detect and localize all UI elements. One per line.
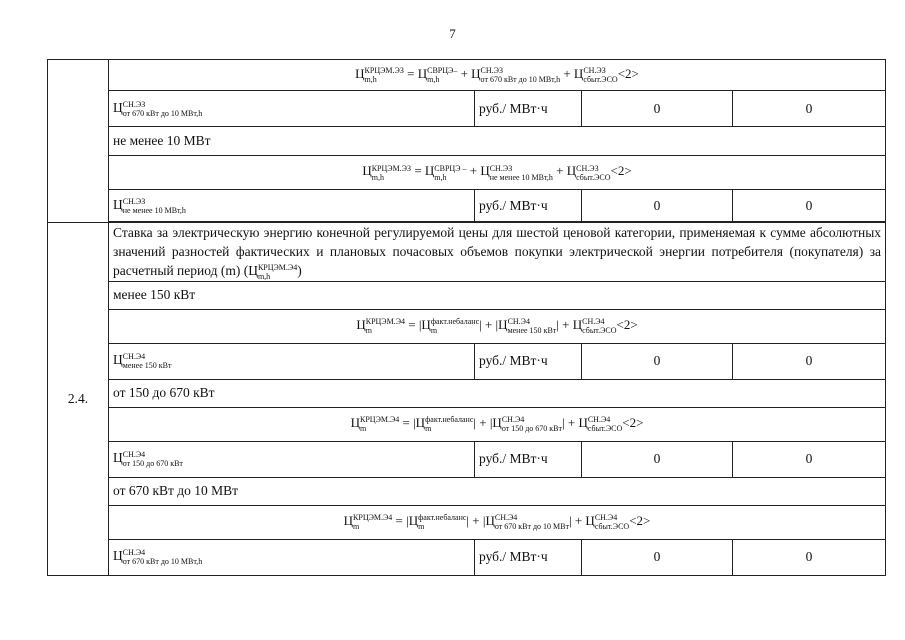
- tariff-variable: Ц СН.Э4 менее 150 кВт: [109, 343, 475, 379]
- formula: Ц КРЦЭМ.Э4 m = |Ц факт.небаланс m | + |Ц СН.Э4 от 670 кВт до 10 МВт | + Ц СН.Э4 сбыт.ЭСО <2>: [109, 505, 886, 539]
- tariff-row: [48, 91, 886, 127]
- formula-row: [48, 60, 886, 91]
- group-label: от 670 кВт до 10 МВт: [109, 477, 886, 505]
- value-cell: 0: [582, 190, 733, 222]
- formula: Ц КРЦЭМ.ЭЗ m,h = Ц СВРЦЭ – m,h + Ц СН.ЭЗ не менее 10 МВт,h + Ц СН.ЭЗ сбыт.ЭСО <2>: [109, 156, 886, 190]
- formula: Ц КРЦЭМ.ЭЗ m,h = Ц СВРЦЭ– m,h + Ц СН.ЭЗ от 670 кВт до 10 МВт,h + Ц СН.ЭЗ сбыт.ЭСО <2>: [109, 60, 886, 91]
- tariff-variable: Ц СН.Э4 от 670 кВт до 10 МВт,h: [109, 539, 475, 575]
- section-title: Ставка за электрическую энергию конечной регулируемой цены для шестой ценовой категории, применяемая к сумме абсолютных значений разностей фактических и плановых почасовых объемов покупки электрической энергии потребителя (покупателя) за расчетный период (m) (Ц КРЦЭМ.Э4 m,h ): [109, 223, 886, 282]
- tariff-variable: Ц СН.ЭЗ от 670 кВт до 10 МВт,h: [109, 91, 475, 127]
- group-row: [48, 477, 886, 505]
- group-label: менее 150 кВт: [109, 281, 886, 309]
- tariff-variable: Ц СН.Э4 от 150 до 670 кВт: [109, 441, 475, 477]
- group-row: [48, 281, 886, 309]
- row-number-cell: [48, 60, 109, 223]
- unit-cell: руб./ МВт·ч: [475, 91, 582, 127]
- tariff-table: [47, 59, 886, 576]
- unit-cell: руб./ МВт·ч: [475, 539, 582, 575]
- value-cell: 0: [733, 343, 886, 379]
- unit-cell: руб./ МВт·ч: [475, 441, 582, 477]
- formula-row: [48, 407, 886, 441]
- group-row: [48, 379, 886, 407]
- group-label: не менее 10 МВт: [109, 127, 886, 156]
- formula: Ц КРЦЭМ.Э4 m = |Ц факт.небаланс m | + |Ц СН.Э4 менее 150 кВт | + Ц СН.Э4 сбыт.ЭСО <2>: [109, 309, 886, 343]
- tariff-row: [48, 343, 886, 379]
- value-cell: 0: [733, 441, 886, 477]
- page-number: 7: [449, 26, 456, 41]
- tariff-row: [48, 190, 886, 222]
- value-cell: 0: [582, 539, 733, 575]
- formula-row: [48, 309, 886, 343]
- formula-row: [48, 505, 886, 539]
- group-row: [48, 127, 886, 156]
- tariff-row: [48, 539, 886, 575]
- value-cell: 0: [733, 539, 886, 575]
- formula-row: [48, 156, 886, 190]
- value-cell: 0: [582, 441, 733, 477]
- value-cell: 0: [733, 190, 886, 222]
- value-cell: 0: [582, 343, 733, 379]
- unit-cell: руб./ МВт·ч: [475, 190, 582, 222]
- group-label: от 150 до 670 кВт: [109, 379, 886, 407]
- value-cell: 0: [733, 91, 886, 127]
- formula: Ц КРЦЭМ.Э4 m = |Ц факт.небаланс m | + |Ц СН.Э4 от 150 до 670 кВт | + Ц СН.Э4 сбыт.ЭСО <2>: [109, 407, 886, 441]
- section-number: 2.4.: [48, 223, 109, 576]
- tariff-row: [48, 441, 886, 477]
- tariff-variable: Ц СН.ЭЗ не менее 10 МВт,h: [109, 190, 475, 222]
- section-title-row: [48, 223, 886, 282]
- unit-cell: руб./ МВт·ч: [475, 343, 582, 379]
- value-cell: 0: [582, 91, 733, 127]
